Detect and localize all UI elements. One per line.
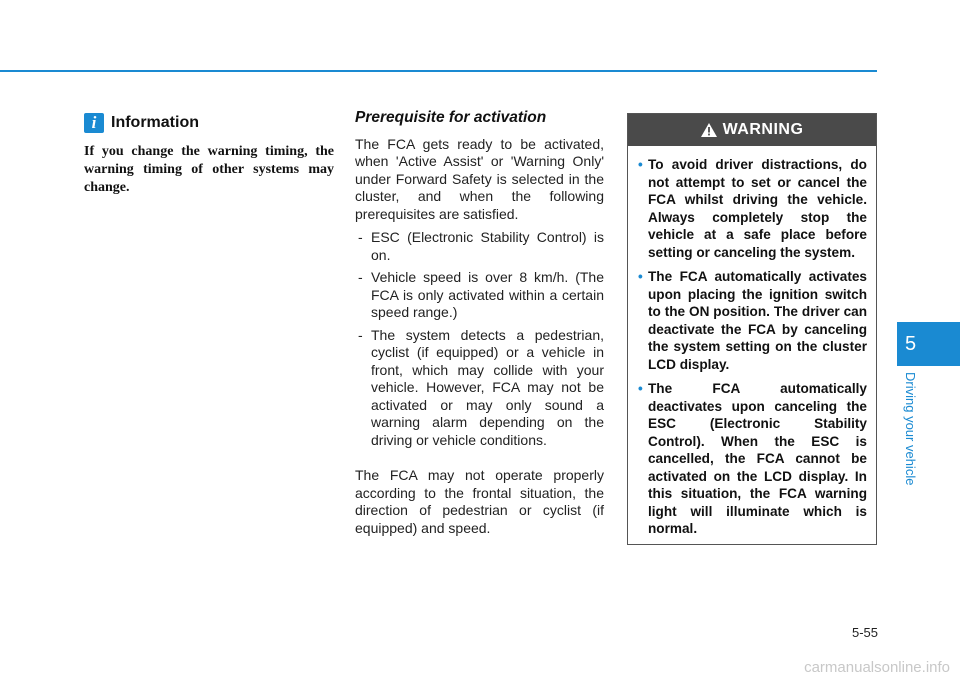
condition-text: Vehicle speed is over 8 km/h. (The FCA is only activated within a certain speed range.) bbox=[371, 269, 604, 320]
info-icon: i bbox=[84, 113, 104, 133]
list-item bbox=[355, 269, 604, 322]
chapter-number: 5 bbox=[904, 333, 917, 355]
section-heading: Prerequisite for activation bbox=[355, 109, 547, 126]
watermark: carmanualsonline.info bbox=[804, 659, 950, 676]
dash-marker: - bbox=[358, 229, 363, 245]
warning-text: The FCA automatically activates upon placing the ignition switch to the ON position. The driver can deactivate the FCA by canceling the system setting on the cluster LCD display. bbox=[648, 269, 867, 372]
warning-box bbox=[627, 113, 877, 545]
list-item bbox=[638, 380, 867, 538]
prerequisite-section bbox=[355, 109, 604, 537]
warning-triangle-icon bbox=[701, 123, 717, 137]
warning-header bbox=[628, 114, 876, 146]
bullet-icon: • bbox=[638, 269, 643, 284]
page-number: 5-55 bbox=[851, 625, 878, 640]
condition-text: The system detects a pedestrian, cyclist (if equipped) or a vehicle in front, which may collide with your vehicle. However, FCA may not be activated or may only sound a warning alarm depending on the driving or vehicle conditions. bbox=[371, 326, 604, 448]
information-header bbox=[84, 113, 199, 133]
condition-list bbox=[355, 229, 604, 449]
bullet-icon: • bbox=[638, 157, 643, 172]
list-item bbox=[355, 229, 604, 264]
closing-paragraph: The FCA may not operate properly according to the frontal situation, the direction of pedestrian or cyclist (if equipped) and speed. bbox=[355, 467, 604, 536]
warning-text: To avoid driver distractions, do not attempt to set or cancel the FCA whilst driving the vehicle. Always completely stop the vehicle at a safe place before setting or canceling the system. bbox=[648, 157, 867, 260]
warning-list bbox=[628, 146, 876, 538]
list-item bbox=[355, 327, 604, 450]
dash-marker: - bbox=[358, 269, 363, 285]
condition-text: ESC (Electronic Stability Control) is on. bbox=[371, 229, 604, 263]
intro-paragraph: The FCA gets ready to be activated, when 'Active Assist' or 'Warning Only' under Forward Safety is selected in the cluster, and when the following prerequisites are satisfied. bbox=[355, 135, 604, 222]
information-body: If you change the warning timing, the warning timing of other systems may change. bbox=[84, 144, 334, 195]
warning-text: The FCA automatically deactivates upon canceling the ESC (Electronic Stability Control). When the ESC is cancelled, the FCA cannot be activated on the LCD display. In this situation, the FCA warning light will illuminate which is normal. bbox=[648, 381, 867, 536]
list-item bbox=[638, 156, 867, 261]
information-title: Information bbox=[111, 114, 199, 131]
bullet-icon: • bbox=[638, 381, 643, 396]
list-item bbox=[638, 268, 867, 373]
dash-marker: - bbox=[358, 326, 363, 343]
chapter-label: Driving your vehicle bbox=[903, 372, 918, 486]
warning-title: WARNING bbox=[722, 121, 804, 138]
top-rule bbox=[0, 70, 877, 72]
